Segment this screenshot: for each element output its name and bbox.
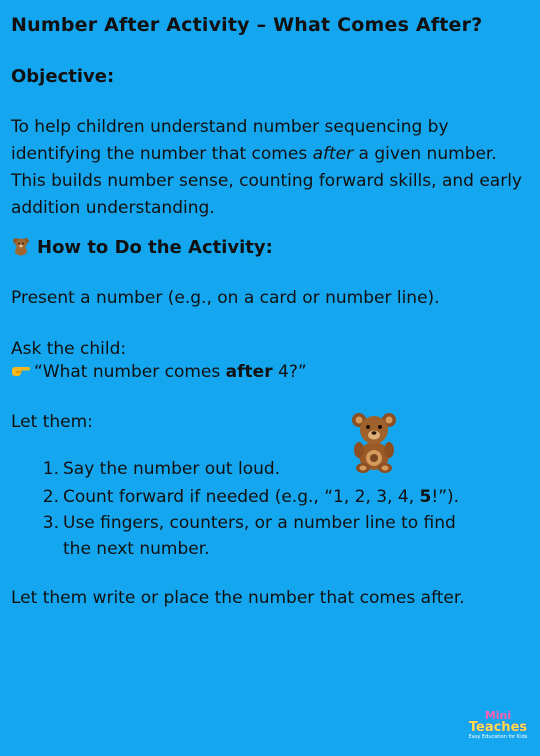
logo-line1: Mini (484, 709, 512, 722)
step-text-end: !”). (431, 487, 460, 507)
let-them-label: Let them: (11, 412, 93, 432)
page-title: Number After Activity – What Comes After? (11, 14, 483, 36)
ask-intro: Ask the child: (11, 339, 127, 359)
closing-text: Let them write or place the number that comes after. (11, 588, 465, 608)
objective-text-start: To help children understand number sequencing by identifying the number that comes (11, 117, 449, 164)
step-text-bold: 5 (419, 487, 432, 507)
teddy-bear-illustration (350, 410, 398, 474)
step-text: Say the number out loud. (63, 459, 281, 479)
step-text-continued: the next number. (63, 539, 210, 559)
step-number: 1. (42, 459, 59, 479)
objective-text (11, 114, 526, 222)
step-number: 2. (42, 487, 59, 507)
objective-text-emphasis: after (312, 144, 354, 164)
step-item (37, 510, 456, 536)
objective-text-end: a given number. This builds number sense, counting forward skills, and early addition understanding. (11, 144, 522, 218)
how-to-heading-label: How to Do the Activity: (37, 237, 273, 258)
how-to-heading (11, 236, 273, 258)
pointing-hand-icon (11, 363, 31, 377)
step-item (37, 456, 280, 482)
objective-heading: Objective: (11, 66, 115, 87)
step-text-line1: Use fingers, counters, or a number line to find (63, 513, 456, 533)
step-number: 3. (42, 513, 59, 533)
step-text-start: Count forward if needed (e.g., “1, 2, 3, 4, (63, 487, 420, 507)
ask-question-start: “What number comes (34, 362, 226, 382)
brand-logo (468, 710, 528, 744)
step-item (37, 484, 459, 510)
ask-question (11, 362, 307, 382)
ask-question-end: 4?” (272, 362, 307, 382)
logo-tagline: Easy Education for Kids (468, 734, 528, 740)
present-text: Present a number (e.g., on a card or number line). (11, 288, 440, 308)
ask-question-bold: after (225, 362, 273, 382)
teddy-bear-icon (11, 236, 31, 256)
logo-line2: Teaches (468, 720, 528, 735)
